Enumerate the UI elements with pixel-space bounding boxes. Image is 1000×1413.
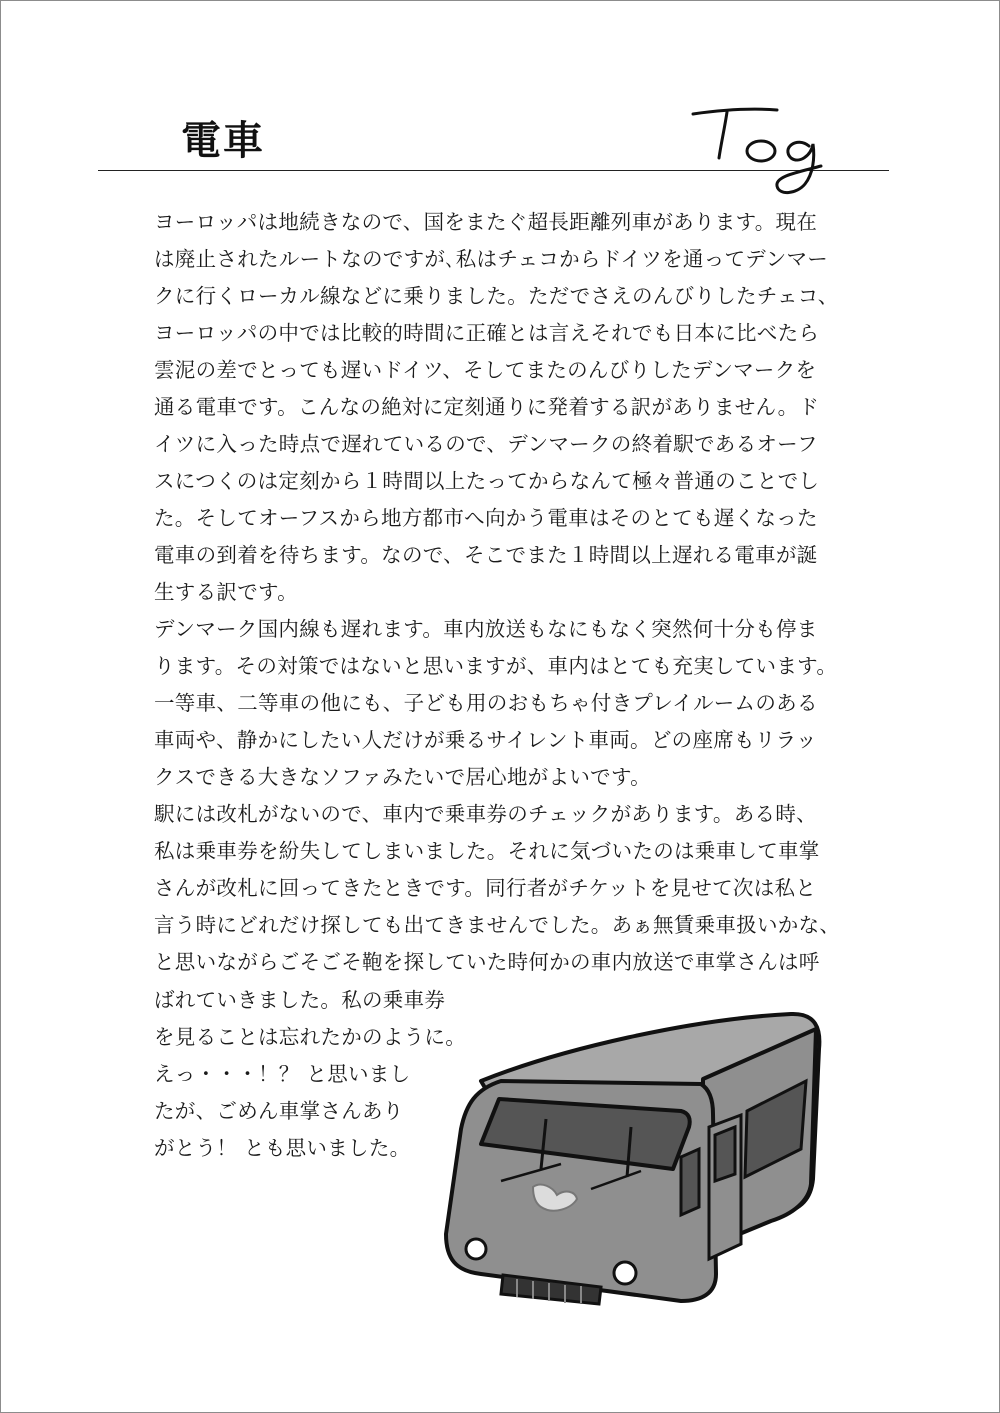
page-title: 電車 [181,118,265,164]
train-headlight-right [614,1262,636,1284]
train-headlight-left [466,1239,486,1259]
train-illustration [441,1009,836,1309]
signature-tog [681,96,851,206]
train-side-window-small [681,1149,699,1215]
article-ending: ばれていきました。私の乗車券 を見ることは忘れたかのように。 えっ・・・！？ と思いまし たが、ごめん車掌さんあり がとう！ とも思いました。 [154,988,466,1160]
article-body: ヨーロッパは地続きなので、国をまたぐ超長距離列車があります。現在 は廃止されたルートなのですが､私はチェコからドイツを通ってデンマー クに行くローカル線などに乗りました。ただでさえのんびりしたチェコ、 ヨーロッパの中では比較的時間に正確とは言えそれでも日本に比べたら 雲泥の差でとっても遅いドイツ、そしてまたのんびりしたデンマークを 通る電車です。こんなの絶対に定刻通りに発着する訳がありません。ド イツに入った時点で遅れているので、デンマークの終着駅であるオーフ スにつくのは定刻から１時間以上たってからなんて極々普通のことでし た。そしてオーフスから地方都市へ向かう電車はそのとても遅くなった 電車の到着を待ちます。なので、そこでまた１時間以上遅れる電車が誕 生する訳です。 デンマーク国内線も遅れます。車内放送もなにもなく突然何十分も停ま ります。その対策ではないと思いますが、車内はとても充実しています。 一等車、二等車の他にも、子ども用のおもちゃ付きプレイルームのある 車両や、静かにしたい人だけが乗るサイレント車両。どの座席もリラッ クスできる大きなソファみたいで居心地がよいです。 駅には改札がないので、車内で乗車券のチェックがあります。ある時、 私は乗車券を紛失してしまいました。それに気づいたのは乗車して車掌 さんが改札に回ってきたときです。同行者がチケットを見せて次は私と 言う時にどれだけ探しても出てきませんでした。あぁ無賃乗車扱いかな、 と思いながらごそごそ鞄を探していた時何かの車内放送で車掌さんは呼 [154,210,841,974]
